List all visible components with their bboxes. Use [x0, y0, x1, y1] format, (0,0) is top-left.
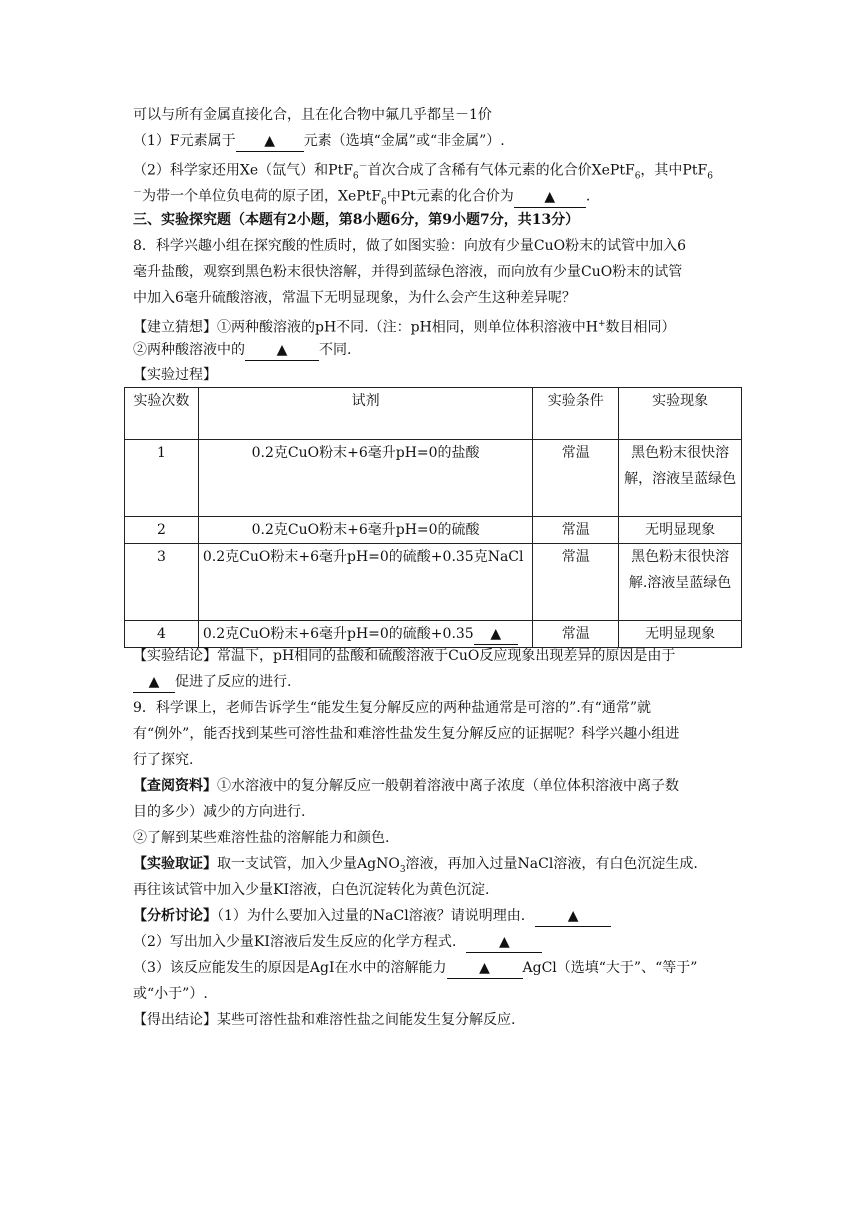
analysis-line-2: [133, 929, 753, 955]
header-cell: 试剂: [198, 388, 532, 440]
header-cell: 实验现象: [619, 388, 742, 440]
reference-line-2: 目的多少）减少的方向进行.: [133, 804, 306, 820]
reference-text: ①水溶液中的复分解反应一般朝着溶液中离子浓度（单位体积溶液中离子数: [217, 778, 679, 794]
reagent-text: 0.2克CuO粉末+6毫升pH=0的硫酸+0.35: [202, 626, 474, 642]
analysis-text: AgCl（选填“大于”、“等于”: [522, 960, 698, 976]
superscript: +: [598, 319, 606, 329]
answer-blank[interactable]: ▲: [535, 906, 611, 927]
table-header-row: [125, 388, 742, 440]
analysis-line-3: [133, 955, 753, 981]
final-conclusion: 【得出结论】某些可溶性盐和难溶性盐之间能发生复分解反应.: [133, 1012, 516, 1028]
header-cell: 实验次数: [125, 388, 199, 440]
evidence-text: 溶液，再加入过量NaCl溶液，有白色沉淀生成.: [405, 856, 698, 872]
answer-blank[interactable]: ▲: [133, 672, 175, 693]
table-cell: 1: [125, 440, 199, 517]
q2-text: （2）科学家还用Xe（氙气）和PtF: [133, 162, 353, 179]
evidence-line-2: 再往该试管中加入少量KI溶液，白色沉淀转化为黄色沉淀.: [133, 882, 490, 898]
subscript: 6: [381, 197, 387, 208]
table-cell: 常温: [533, 517, 619, 544]
process-heading: 【实验过程】: [133, 367, 217, 383]
q2-text: 首次合成了含稀有气体元素的化合价XePtF: [367, 162, 635, 179]
table-cell: 常温: [533, 621, 619, 648]
superscript: －: [358, 162, 368, 172]
answer-blank[interactable]: ▲: [514, 187, 586, 208]
answer-blank[interactable]: ▲: [245, 340, 319, 361]
hypothesis-2: [133, 337, 753, 363]
answer-blank[interactable]: ▲: [236, 131, 304, 152]
subscript: 6: [634, 171, 641, 182]
section-tag: 【查阅资料】: [133, 778, 217, 794]
table-cell: 黑色粉末很快溶解.溶液呈蓝绿色: [619, 544, 742, 621]
subscript: 6: [707, 171, 713, 182]
table-row: [125, 544, 742, 621]
subscript: 3: [399, 864, 406, 875]
analysis-line-4: 或“小于”）.: [133, 986, 208, 1002]
table-cell: 常温: [533, 544, 619, 621]
problem-8-text: 8．科学兴趣小组在探究酸的性质时，做了如图实验：向放有少量CuO粉末的试管中加入6: [133, 238, 687, 254]
table-cell: 3: [125, 544, 199, 621]
section-heading: 三、实验探究题（本题有2小题，第8小题6分，第9小题7分，共13分）: [133, 212, 580, 228]
problem-8-text: 毫升盐酸，观察到黑色粉末很快溶解，并得到蓝绿色溶液，而向放有少量CuO粉末的试管: [133, 264, 683, 280]
text-line: 可以与所有金属直接化合，且在化合物中氟几乎都呈－1价: [133, 107, 492, 123]
hypothesis-text: ②两种酸溶液中的: [133, 342, 245, 358]
hypothesis-text: 不同.: [319, 342, 352, 358]
analysis-line-1: [133, 903, 753, 929]
conclusion-text: 促进了反应的进行.: [175, 674, 292, 690]
reference-line-3: ②了解到某些难溶性盐的溶解能力和颜色.: [133, 830, 390, 846]
table-cell: 黑色粉末很快溶解，溶液呈蓝绿色: [619, 440, 742, 517]
reference-line-1: [133, 773, 753, 799]
section-tag: 【实验取证】: [133, 856, 217, 872]
problem-8-text: 中加入6毫升硫酸溶液，常温下无明显现象，为什么会产生这种差异呢？: [133, 290, 576, 306]
q2-text: 为带一个单位负电荷的原子团，XePtF: [142, 188, 382, 205]
subscript: 6: [352, 171, 359, 182]
analysis-text: （1）为什么要加入过量的NaCl溶液？请说明理由.: [217, 908, 526, 924]
q2-text: 中Pt元素的化合价为: [386, 188, 514, 205]
q1-prefix: （1）F元素属于: [133, 133, 236, 149]
table-row: [125, 517, 742, 544]
conclusion-line-2: [133, 669, 753, 695]
answer-blank[interactable]: ▲: [447, 958, 523, 979]
experiment-table: [124, 387, 742, 648]
hypothesis-text: 【建立猜想】①两种酸溶液的pH不同.（注：pH相同，则单位体积溶液中H: [133, 319, 598, 336]
problem-9-text: 9．科学课上，老师告诉学生“能发生复分解反应的两种盐通常是可溶的”.有“通常”就: [133, 700, 651, 716]
evidence-text: 取一支试管，加入少量AgNO: [217, 856, 400, 872]
problem-9-text: 有“例外”，能否找到某些可溶性盐和难溶性盐发生复分解反应的证据呢？科学兴趣小组进: [133, 726, 680, 742]
answer-blank[interactable]: ▲: [474, 624, 518, 645]
table-cell: 常温: [533, 440, 619, 517]
table-cell: 0.2克CuO粉末+6毫升pH=0的盐酸: [198, 440, 532, 517]
table-cell: 0.2克CuO粉末+6毫升pH=0的硫酸+0.35克NaCl: [198, 544, 532, 621]
q1-suffix: 元素（选填“金属”或“非金属”）.: [303, 133, 505, 149]
q2-text: ，其中PtF: [640, 162, 708, 179]
table-cell: 2: [125, 517, 199, 544]
hypothesis-text: 数目相同）: [605, 319, 676, 336]
superscript: －: [133, 188, 143, 198]
table-cell: 4: [125, 621, 199, 648]
section-tag: 【分析讨论】: [133, 908, 217, 924]
conclusion-line-1: 【实验结论】常温下，pH相同的盐酸和硫酸溶液于CuO反应现象出现差异的原因是由于: [133, 648, 676, 664]
answer-blank[interactable]: ▲: [466, 932, 542, 953]
question-1: [133, 128, 753, 154]
q2-end: .: [585, 188, 591, 205]
problem-9-text: 行了探究.: [133, 752, 194, 768]
analysis-text: （2）写出加入少量KI溶液后发生反应的化学方程式.: [133, 934, 457, 950]
table-cell: 无明显现象: [619, 517, 742, 544]
table-cell: 无明显现象: [619, 621, 742, 648]
analysis-text: （3）该反应能发生的原因是AgI在水中的溶解能力: [133, 960, 447, 976]
table-row: [125, 440, 742, 517]
table-cell: 0.2克CuO粉末+6毫升pH=0的硫酸: [198, 517, 532, 544]
header-cell: 实验条件: [533, 388, 619, 440]
